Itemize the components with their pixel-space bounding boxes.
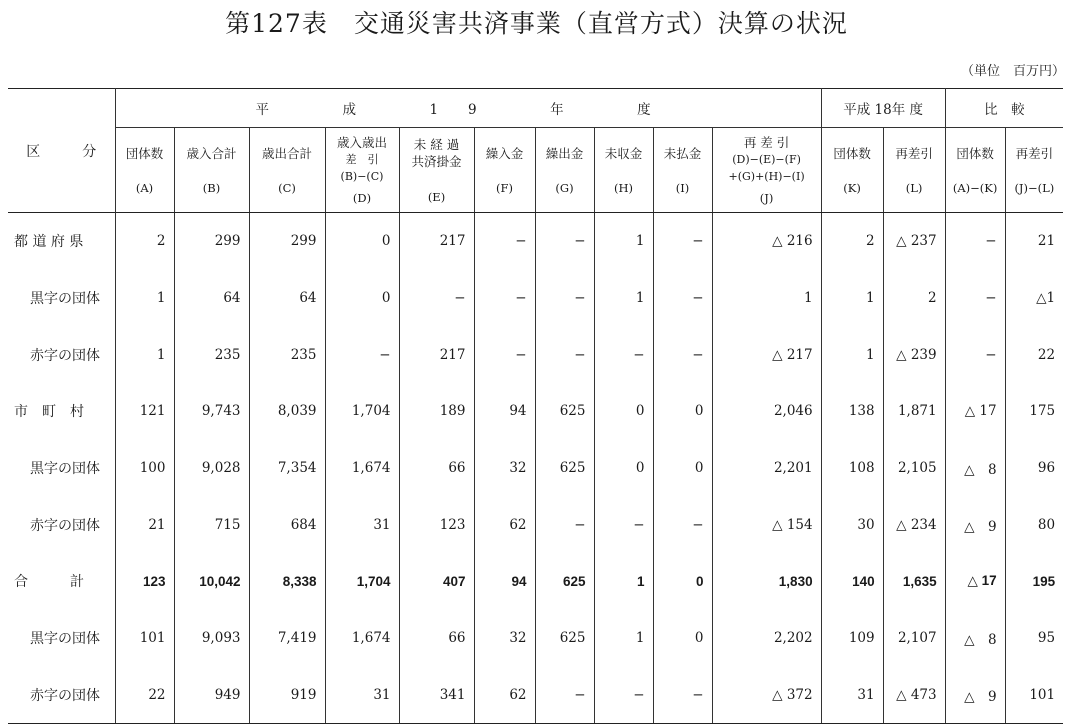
table-cell: 1 (712, 270, 821, 327)
compare-group-header: 比 較 (945, 89, 1063, 128)
column-code: (J) (759, 191, 774, 205)
table-cell: − (653, 496, 712, 553)
column-header-line: 未 経 過 (413, 136, 460, 152)
table-cell: 30 (821, 496, 883, 553)
row-label: 合 計 (8, 553, 115, 610)
table-cell: 66 (399, 440, 474, 497)
table-cell: 1,674 (325, 610, 399, 667)
table-cell: 123 (399, 496, 474, 553)
column-code: (K) (843, 181, 861, 195)
column-header (883, 128, 945, 213)
table-cell: 0 (653, 383, 712, 440)
table-cell: 1,704 (325, 553, 399, 610)
table-cell: 1,871 (883, 383, 945, 440)
table-cell: 140 (821, 553, 883, 610)
table-cell: 62 (474, 667, 535, 724)
table-cell: − (325, 326, 399, 383)
table-cell: 21 (1005, 213, 1063, 270)
table-row (8, 213, 1063, 270)
column-code: (F) (496, 181, 513, 195)
table-cell: 919 (249, 667, 325, 724)
column-header (115, 128, 174, 213)
table-cell: − (653, 326, 712, 383)
table-row (8, 496, 1063, 553)
table-cell: 625 (535, 440, 594, 497)
table-cell: 9,093 (174, 610, 249, 667)
table-cell: − (535, 270, 594, 327)
table-cell: 8,039 (249, 383, 325, 440)
table-cell: 10,042 (174, 553, 249, 610)
column-code: (G) (555, 181, 574, 195)
column-header-line: 差 引 (345, 153, 379, 166)
table-cell: − (945, 213, 1005, 270)
table-cell: 217 (399, 213, 474, 270)
column-header-line: 繰出金 (545, 146, 584, 161)
column-header (594, 128, 653, 213)
table-row (8, 270, 1063, 327)
row-label: 赤字の団体 (8, 326, 115, 383)
column-header-line: 共済掛金 (411, 153, 462, 169)
table-cell: 96 (1005, 440, 1063, 497)
table-cell: 949 (174, 667, 249, 724)
table-cell: − (653, 667, 712, 724)
column-header-line: 団体数 (125, 146, 164, 161)
column-header (1005, 128, 1063, 213)
row-label: 都 道 府 県 (8, 213, 115, 270)
table-cell: 121 (115, 383, 174, 440)
table-cell: 0 (594, 383, 653, 440)
table-cell: △ 17 (945, 383, 1005, 440)
column-header-line: (D)−(E)−(F) (732, 153, 801, 166)
table-cell: 66 (399, 610, 474, 667)
table-row (8, 383, 1063, 440)
table-cell: 7,354 (249, 440, 325, 497)
column-header (249, 128, 325, 213)
table-cell: 1,704 (325, 383, 399, 440)
column-code: (C) (278, 181, 296, 195)
table-cell: 2 (115, 213, 174, 270)
table-cell: 1 (594, 270, 653, 327)
table-cell: △ 17 (945, 553, 1005, 610)
column-header (474, 128, 535, 213)
table-cell: − (535, 326, 594, 383)
column-header-line: 団体数 (956, 146, 994, 161)
column-code: (A)−(K) (952, 181, 998, 195)
table-cell: △ 9 (945, 667, 1005, 724)
table-cell: 94 (474, 553, 535, 610)
row-label: 黒字の団体 (8, 440, 115, 497)
table-cell: 101 (115, 610, 174, 667)
column-code: (D) (352, 191, 372, 205)
column-header (174, 128, 249, 213)
table-cell: 407 (399, 553, 474, 610)
column-header-line: 再 差 引 (743, 135, 790, 150)
table-cell: 31 (325, 667, 399, 724)
table-cell: 9,028 (174, 440, 249, 497)
column-code: (E) (427, 189, 446, 204)
column-code: (A) (135, 181, 154, 195)
table-cell: 625 (535, 553, 594, 610)
table-cell: 1,830 (712, 553, 821, 610)
table-cell: 0 (653, 553, 712, 610)
table-cell: 1 (594, 610, 653, 667)
table-cell: 32 (474, 440, 535, 497)
settlement-table (8, 88, 1063, 724)
table-cell: 341 (399, 667, 474, 724)
table-cell: 625 (535, 383, 594, 440)
table-cell: △ 154 (712, 496, 821, 553)
table-cell: 0 (653, 440, 712, 497)
table-cell: 31 (325, 496, 399, 553)
column-code: (B) (202, 181, 221, 195)
table-cell: 2,201 (712, 440, 821, 497)
table-cell: 2,105 (883, 440, 945, 497)
table-cell: 101 (1005, 667, 1063, 724)
table-cell: △ 372 (712, 667, 821, 724)
unit-label: （単位 百万円） (960, 64, 1065, 79)
h19-group-header: 平 成 19 年 度 (115, 89, 821, 128)
column-header-line: +(G)+(H)−(I) (728, 170, 805, 183)
table-cell: 100 (115, 440, 174, 497)
table-cell: − (594, 326, 653, 383)
table-cell: − (474, 326, 535, 383)
column-header-line: 歳入歳出 (336, 135, 387, 150)
table-cell: 1 (115, 326, 174, 383)
table-cell: 2,046 (712, 383, 821, 440)
table-cell: 235 (174, 326, 249, 383)
table-cell: − (535, 496, 594, 553)
table-cell: 625 (535, 610, 594, 667)
column-header (712, 128, 821, 213)
column-header (325, 128, 399, 213)
table-cell: 1 (594, 213, 653, 270)
table-cell: 108 (821, 440, 883, 497)
table-cell: 0 (325, 270, 399, 327)
table-cell: − (474, 213, 535, 270)
table-cell: − (535, 213, 594, 270)
table-cell: 299 (174, 213, 249, 270)
table-row (8, 440, 1063, 497)
table-cell: 62 (474, 496, 535, 553)
table-cell: 94 (474, 383, 535, 440)
table-cell: 2 (821, 213, 883, 270)
column-code: (L) (905, 181, 923, 195)
column-header (653, 128, 712, 213)
table-row (8, 326, 1063, 383)
column-header-line: 未払金 (663, 146, 702, 161)
table-row (8, 610, 1063, 667)
table-cell: 64 (249, 270, 325, 327)
row-label: 市 町 村 (8, 383, 115, 440)
column-header-line: (B)−(C) (340, 170, 384, 183)
kubun-header: 区 分 (8, 89, 115, 213)
table-cell: 175 (1005, 383, 1063, 440)
table-cell: 2,202 (712, 610, 821, 667)
table-cell: 21 (115, 496, 174, 553)
table-cell: 80 (1005, 496, 1063, 553)
table-cell: 22 (1005, 326, 1063, 383)
table-cell: − (945, 326, 1005, 383)
column-code: (I) (675, 181, 690, 195)
table-cell: 7,419 (249, 610, 325, 667)
table-cell: △ 8 (945, 440, 1005, 497)
table-cell: 9,743 (174, 383, 249, 440)
table-cell: 217 (399, 326, 474, 383)
row-label: 黒字の団体 (8, 270, 115, 327)
column-code: (H) (613, 181, 633, 195)
table-cell: 22 (115, 667, 174, 724)
table-cell: 1,635 (883, 553, 945, 610)
table-cell: 0 (594, 440, 653, 497)
table-cell: − (653, 270, 712, 327)
row-label: 赤字の団体 (8, 667, 115, 724)
table-cell: △ 8 (945, 610, 1005, 667)
table-cell: 1 (821, 326, 883, 383)
table-cell: 1 (821, 270, 883, 327)
table-cell: 1 (115, 270, 174, 327)
table-cell: 2,107 (883, 610, 945, 667)
column-header-line: 団体数 (833, 146, 871, 161)
row-label: 黒字の団体 (8, 610, 115, 667)
table-cell: − (474, 270, 535, 327)
table-cell: 0 (653, 610, 712, 667)
column-header-line: 歳入合計 (186, 146, 237, 161)
table-cell: 109 (821, 610, 883, 667)
table-cell: △ 217 (712, 326, 821, 383)
column-header (821, 128, 883, 213)
table-cell: 0 (325, 213, 399, 270)
table-cell: △ 216 (712, 213, 821, 270)
column-header (945, 128, 1005, 213)
page-title: 第127表 交通災害共済事業（直営方式）決算の状況 (225, 9, 848, 38)
column-header-line: 再差引 (895, 146, 933, 161)
table-cell: △ 239 (883, 326, 945, 383)
table-cell: 95 (1005, 610, 1063, 667)
column-header-line: 再差引 (1015, 146, 1054, 161)
column-header-line: 未収金 (604, 146, 643, 161)
table-cell: △ 234 (883, 496, 945, 553)
table-cell: 684 (249, 496, 325, 553)
table-cell: 64 (174, 270, 249, 327)
column-header (399, 128, 474, 213)
table-cell: 32 (474, 610, 535, 667)
column-code: (J)−(L) (1014, 181, 1055, 195)
table-cell: 1,674 (325, 440, 399, 497)
table-cell: 123 (115, 553, 174, 610)
table-cell: 138 (821, 383, 883, 440)
table-cell: 8,338 (249, 553, 325, 610)
table-row (8, 667, 1063, 724)
table-cell: − (945, 270, 1005, 327)
table-cell: 715 (174, 496, 249, 553)
table-cell: − (594, 496, 653, 553)
table-cell: △1 (1005, 270, 1063, 327)
table-cell: △ 237 (883, 213, 945, 270)
table-row (8, 553, 1063, 610)
table-cell: 31 (821, 667, 883, 724)
h18-group-header: 平成 18年 度 (821, 89, 945, 128)
table-cell: △ 473 (883, 667, 945, 724)
table-cell: − (399, 270, 474, 327)
table-cell: − (653, 213, 712, 270)
table-cell: 299 (249, 213, 325, 270)
table-cell: − (535, 667, 594, 724)
column-header (535, 128, 594, 213)
table-cell: 189 (399, 383, 474, 440)
column-header-line: 歳出合計 (261, 146, 312, 161)
column-header-line: 繰入金 (485, 146, 524, 161)
table-cell: 235 (249, 326, 325, 383)
table-cell: △ 9 (945, 496, 1005, 553)
table-cell: 2 (883, 270, 945, 327)
table-cell: 1 (594, 553, 653, 610)
row-label: 赤字の団体 (8, 496, 115, 553)
table-cell: 195 (1005, 553, 1063, 610)
table-cell: − (594, 667, 653, 724)
